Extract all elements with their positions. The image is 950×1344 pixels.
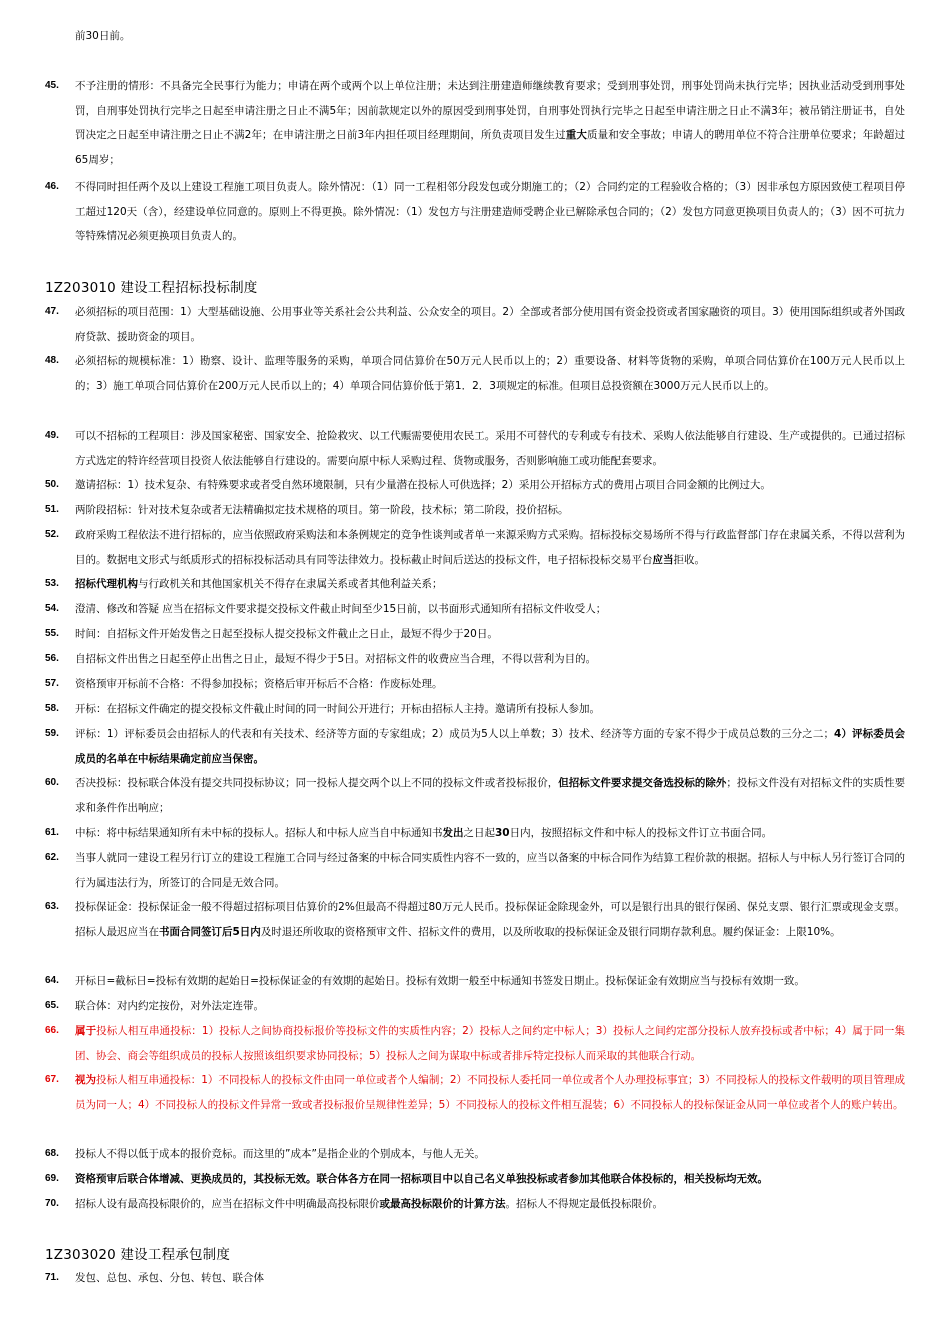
emphasis-text: 重大 [565, 129, 587, 142]
item-number: 53. [45, 578, 59, 589]
text-segment: 评标：1）评标委员会由招标人的代表和有关技术、经济等方面的专家组成；2）成员为5人以上单数；3）技术、经济等方面的专家不得少于成员总数的三分之二； [75, 728, 835, 740]
item-number: 48. [45, 355, 59, 366]
lead-text: 前30日前。 [75, 30, 131, 42]
item-number: 57. [45, 678, 59, 689]
item-number: 55. [45, 628, 59, 639]
item-text [75, 697, 905, 722]
item-text [75, 647, 905, 672]
list-item [45, 597, 905, 622]
text-segment: 必须招标的项目范围：1）大型基础设施、公用事业等关系社会公共利益、公众安全的项目。2）全部或者部分使用国有资金投资或者国家融资的项目。3）使用国际组织或者外国政府贷款、援助资金的项目。 [75, 306, 905, 343]
item-text [75, 895, 905, 944]
list-item [45, 1266, 905, 1291]
item-number: 67. [45, 1074, 59, 1085]
item-number: 63. [45, 901, 59, 912]
list-item [45, 647, 905, 672]
text-segment: 自招标文件出售之日起至停止出售之日止，最短不得少于5日。对招标文件的收费应当合理，不得以营利为目的。 [75, 653, 597, 665]
text-segment: 投标人不得以低于成本的报价竞标。而这里的”成本”是指企业的个别成本，与他人无关。 [75, 1148, 485, 1160]
item-number: 61. [45, 827, 59, 838]
text-segment: 澄清、修改和答疑 应当在招标文件要求提交投标文件截止时间至少15日前，以书面形式通知所有招标文件收受人； [75, 603, 607, 615]
item-text [75, 846, 905, 895]
list-item [45, 498, 905, 523]
text-segment: 之日起 [463, 827, 495, 839]
text-segment: 联合体：对内约定按份，对外法定连带。 [75, 1000, 264, 1012]
text-segment: 招标人设有最高投标限价的，应当在招标文件中明确最高投标限价 [75, 1198, 380, 1210]
emphasis-text: 发出 [442, 827, 464, 839]
item-number: 70. [45, 1198, 59, 1209]
list-item [45, 846, 905, 895]
item-number: 69. [45, 1173, 59, 1184]
item-number: 49. [45, 430, 59, 441]
item-text [75, 473, 905, 498]
list-item [45, 572, 905, 597]
list-item [45, 994, 905, 1019]
item-number: 46. [45, 181, 59, 192]
list-item [45, 672, 905, 697]
text-segment: 邀请招标：1）技术复杂、有特殊要求或者受自然环境限制，只有少量潜在投标人可供选择；2）采用公开招标方式的费用占项目合同金额的比例过大。 [75, 479, 771, 491]
emphasis-text: 4）评标委员会成员的名单在中标结果确定前应当保密。 [75, 728, 906, 765]
text-segment: 不得同时担任两个及以上建设工程施工项目负责人。除外情况：（1）同一工程相邻分段发包或分期施工的；（2）合同约定的工程验收合格的；（3）因非承包方原因致使工程项目停工超过120天（含），经建设单位同意的。原则上不得更换。除外情况：（1）发包方与注册建造师受聘企业已解除承包合同的；（2）发包方同意更换项目负责人的；（3）因不可抗力等特殊情况必须更换项目负责人的。 [75, 181, 905, 243]
list-item [45, 1068, 906, 1117]
item-number: 71. [45, 1272, 59, 1283]
emphasis-text: 书面合同签订后5日内 [159, 925, 261, 938]
text-segment: 否决投标：投标联合体没有提交共同投标协议；同一投标人提交两个以上不同的投标文件或者投标报价， [75, 777, 559, 789]
list-item [45, 821, 905, 846]
list-item [45, 895, 905, 944]
item-text [75, 1019, 905, 1068]
list-item [45, 1019, 906, 1068]
list-item [45, 622, 905, 647]
item-text [75, 1192, 905, 1217]
list-item [45, 1142, 905, 1167]
item-number: 68. [45, 1148, 59, 1159]
text-segment: 开标日=截标日=投标有效期的起始日=投标保证金的有效期的起始日。投标有效期一般至中标通知书签发日期止。投标保证金有效期应当与投标有效期一致。 [75, 975, 805, 987]
list-item [45, 349, 905, 398]
item-text [75, 349, 905, 398]
item-number: 50. [45, 479, 59, 490]
text-segment: 投标人相互串通投标：1）不同投标人的投标文件由同一单位或者个人编制；2）不同投标人委托同一单位或者个人办理投标事宜；3）不同投标人的投标文件载明的项目管理成员为同一人；4）不同投标人的投标文件异常一致或者投标报价呈规律性差异；5）不同投标人的投标文件相互混装；6）不同投标人的投标保证金从同一单位或者个人的账户转出。 [75, 1074, 906, 1111]
item-text [75, 1068, 905, 1117]
emphasis-text: 30 [495, 827, 510, 839]
item-text [75, 572, 905, 597]
item-text [75, 969, 905, 994]
item-text [75, 1142, 905, 1167]
item-number: 54. [45, 603, 59, 614]
text-segment: ；投标文件没有对招标文件的实质性要求和条件作出响应； [75, 777, 906, 814]
item-text [75, 722, 905, 771]
item-text [75, 300, 905, 349]
emphasis-text: 招标代理机构 [75, 578, 138, 590]
text-segment: 与行政机关和其他国家机关不得存在隶属关系或者其他利益关系； [138, 578, 443, 590]
item-text [75, 622, 905, 647]
item-number: 56. [45, 653, 59, 664]
list-item [45, 300, 905, 349]
item-text [75, 672, 905, 697]
list-item [45, 175, 905, 249]
lead-line [75, 24, 905, 49]
item-number: 66. [45, 1025, 59, 1036]
item-number: 58. [45, 703, 59, 714]
item-text [75, 498, 905, 523]
item-number: 47. [45, 306, 59, 317]
item-number: 59. [45, 728, 59, 739]
item-text [75, 994, 905, 1019]
section-heading: 1Z303020 建设工程承包制度 [45, 1247, 231, 1263]
text-segment: 质量和安全事故；申请人的聘用单位不符合注册单位要求；年龄超过65周岁； [75, 129, 906, 167]
item-text [75, 597, 905, 622]
text-segment: 可以不招标的工程项目：涉及国家秘密、国家安全、抢险救灾、以工代赈需要使用农民工。采用不可替代的专利或专有技术、采购人依法能够自行建设、生产或提供的。已通过招标方式选定的特许经营项目投资人依法能够自行建设的。需要向原中标人采购过程、货物或服务，否则影响施工或功能配套要求。 [75, 430, 905, 467]
list-item [45, 74, 906, 173]
text-segment: 日内，按照招标文件和中标人的投标文件订立书面合同。 [509, 827, 773, 839]
item-number: 52. [45, 529, 59, 540]
item-text [75, 74, 905, 173]
list-item [45, 1167, 905, 1192]
item-text [75, 523, 905, 572]
emphasis-text: 但招标文件要求提交备选投标的除外 [558, 777, 727, 789]
item-number: 64. [45, 975, 59, 986]
emphasis-text: 应当 [652, 553, 674, 566]
text-segment: 拒收。 [673, 553, 705, 566]
text-segment: 两阶段招标：针对技术复杂或者无法精确拟定技术规格的项目。第一阶段，技术标；第二阶段，投价招标。 [75, 504, 569, 516]
text-segment: 政府采购工程依法不进行招标的，应当依照政府采购法和本条例规定的竞争性谈判或者单一来源采购方式采购。招标投标交易场所不得与行政监督部门存在隶属关系，不得以营利为目的。数据电文形式与纸质形式的招标投标活动具有同等法律效力。投标截止时间后送达的投标文件，电子招标投标交易平台 [75, 529, 905, 566]
list-item [45, 1192, 905, 1217]
text-segment: 资格预审开标前不合格：不得参加投标；资格后审开标后不合格：作废标处理。 [75, 678, 443, 690]
text-segment: 开标：在招标文件确定的提交投标文件截止时间的同一时间公开进行；开标由招标人主持。邀请所有投标人参加。 [75, 703, 600, 715]
emphasis-text: 资格预审后联合体增减、更换成员的，其投标无效。联合体各方在同一招标项目中以自己名义单独投标或者参加其他联合体投标的，相关投标均无效。 [75, 1173, 768, 1185]
item-text [75, 771, 905, 820]
item-number: 62. [45, 852, 59, 863]
list-item [45, 969, 905, 994]
item-text [75, 821, 905, 846]
text-segment: 投标人相互串通投标：1）投标人之间协商投标报价等投标文件的实质性内容；2）投标人之间约定中标人；3）投标人之间约定部分投标人放弃投标或者中标；4）属于同一集团、协会、商会等组织成员的投标人按照该组织要求协同投标；5）投标人之间为谋取中标或者排斥特定投标人而采取的其他联合行动。 [75, 1025, 906, 1062]
text-segment: 时间：自招标文件开始发售之日起至投标人提交投标文件截止之日止，最短不得少于20日。 [75, 628, 498, 640]
text-segment: 中标：将中标结果通知所有未中标的投标人。招标人和中标人应当自中标通知书 [75, 827, 443, 839]
text-segment: 当事人就同一建设工程另行订立的建设工程施工合同与经过备案的中标合同实质性内容不一致的，应当以备案的中标合同作为结算工程价款的根据。招标人与中标人另行签订合同的行为属违法行为，所签订的合同是无效合同。 [75, 852, 905, 889]
text-segment: 不予注册的情形：不具备完全民事行为能力；申请在两个或两个以上单位注册；未达到注册建造师继续教育要求；受到刑事处罚，刑事处罚尚未执行完毕；因执业活动受到刑事处罚，自刑事处罚执行完毕之日起至申请注册之日止不满5年；因前款规定以外的原因受到刑事处罚，自刑事处罚执行完毕之日起至申请注册之日止不满3年；被吊销注册证书，自处罚决定之日起至申请注册之日止不满2年；在申请注册之日前3年内担任项目经理期间，所负责项目发生过 [75, 80, 905, 142]
item-text [75, 175, 905, 249]
list-item [45, 424, 905, 473]
list-item [45, 473, 905, 498]
list-item [45, 722, 906, 771]
item-text [75, 424, 905, 473]
text-segment: 及时退还所收取的资格预审文件、招标文件的费用，以及所收取的投标保证金及银行同期存款利息。履约保证金：上限10%。 [260, 925, 841, 938]
emphasis-text: 属于 [75, 1025, 97, 1037]
item-number: 60. [45, 777, 59, 788]
emphasis-text: 或最高投标限价的计算方法 [379, 1198, 506, 1210]
emphasis-text: 视为 [75, 1074, 97, 1086]
item-number: 45. [45, 80, 59, 91]
item-number: 51. [45, 504, 59, 515]
list-item [45, 697, 905, 722]
item-text [75, 1167, 905, 1192]
section-heading: 1Z203010 建设工程招标投标制度 [45, 280, 258, 296]
item-text [75, 1266, 905, 1291]
text-segment: 投标保证金：投标保证金一般不得超过招标项目估算价的2%但最高不得超过80万元人民币。投标保证金除现金外，可以是银行出具的银行保函、保兑支票、银行汇票或现金支票。招标人最迟应当在 [75, 901, 905, 938]
text-segment: 。招标人不得规定最低投标限价。 [505, 1198, 663, 1210]
text-segment: 发包、总包、承包、分包、转包、联合体 [75, 1272, 264, 1284]
text-segment: 必须招标的规模标准：1）勘察、设计、监理等服务的采购，单项合同估算价在50万元人民币以上的；2）重要设备、材料等货物的采购，单项合同估算价在100万元人民币以上的；3）施工单项合同估算价在200万元人民币以上的；4）单项合同估算价低于第1．2．3项规定的标准。但项目总投资额在3000万元人民币以上的。 [75, 355, 905, 392]
item-number: 65. [45, 1000, 59, 1011]
list-item [45, 771, 906, 820]
list-item [45, 523, 905, 572]
